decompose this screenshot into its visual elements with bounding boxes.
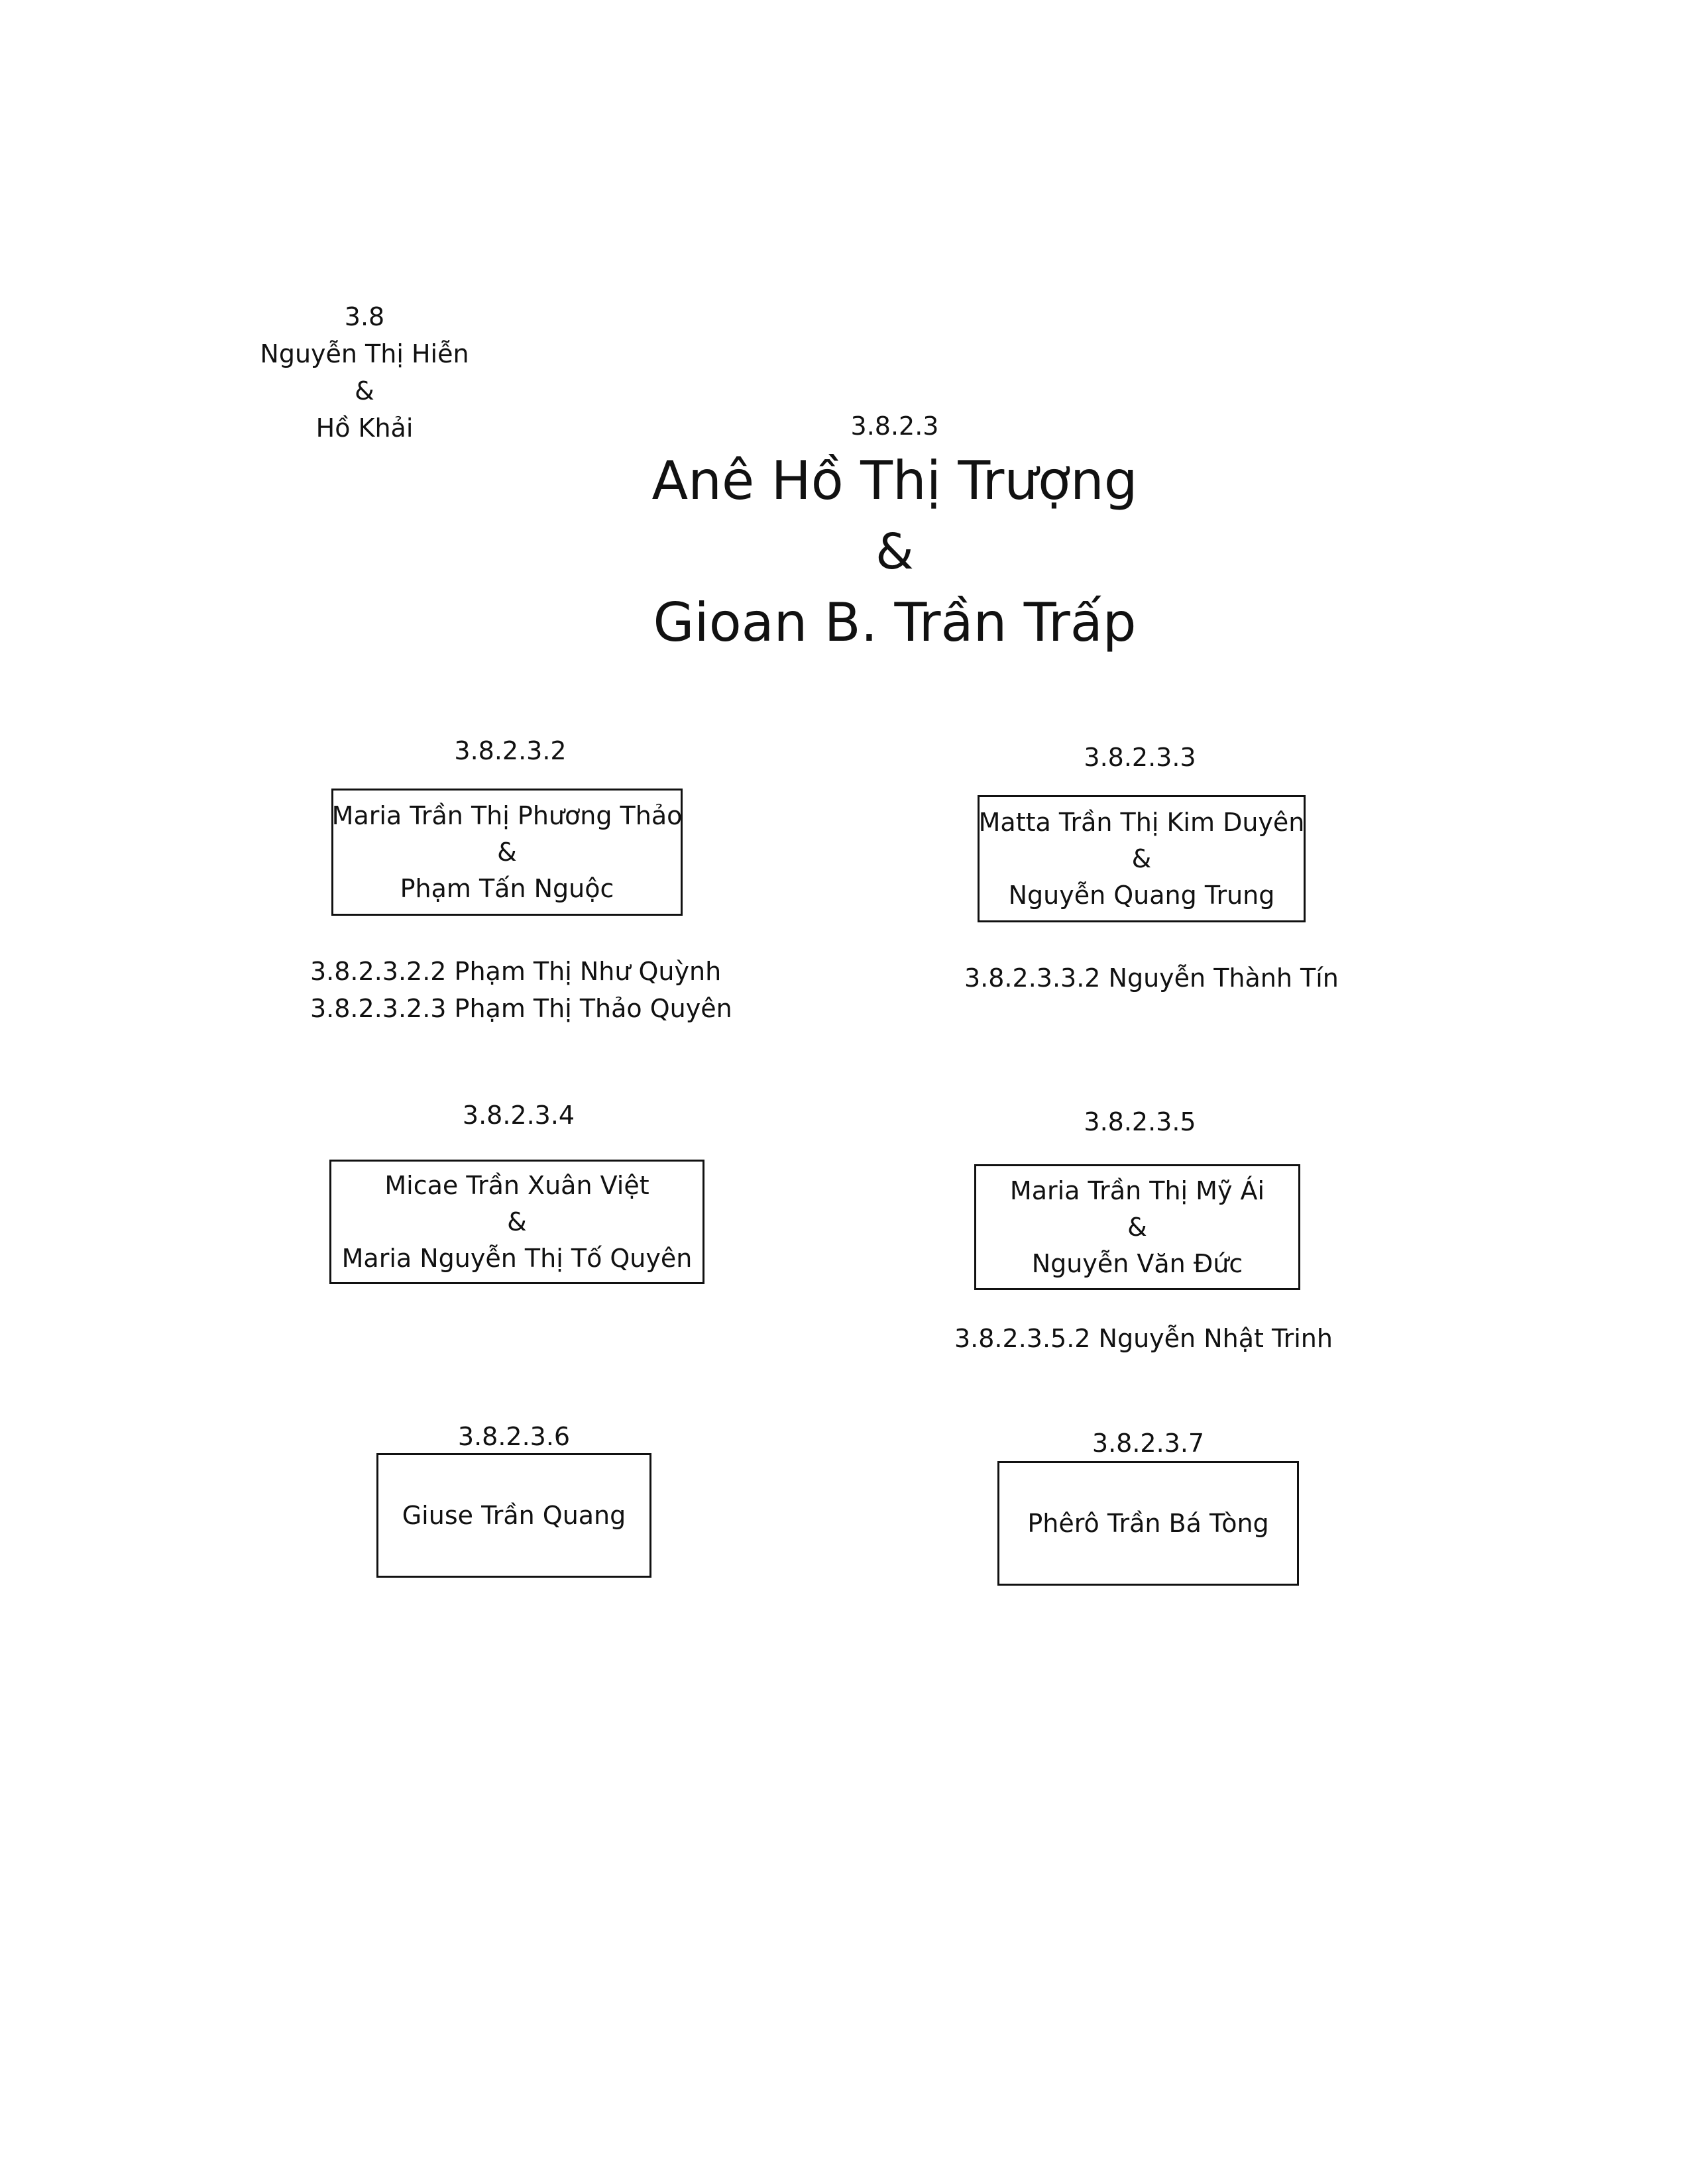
- grandchildren-list: [954, 1320, 1333, 1357]
- parent-name-2: Hồ Khải: [315, 413, 414, 443]
- child-name-1: Phêrô Trần Bá Tòng: [1027, 1508, 1269, 1538]
- child-name-2: Nguyễn Quang Trung: [1008, 880, 1275, 910]
- child-name-1: Maria Trần Thị Phương Thảo: [331, 800, 683, 830]
- child-ampersand: &: [1131, 844, 1152, 873]
- child-name-2: Phạm Tấn Nguộc: [400, 873, 614, 903]
- child-code: 3.8.2.3.3: [1084, 743, 1196, 772]
- parent-ampersand: &: [355, 376, 374, 406]
- child-box: [329, 1160, 704, 1284]
- grandchild-entry: 3.8.2.3.3.2 Nguyễn Thành Tín: [964, 963, 1339, 993]
- parent-name-1: Nguyễn Thị Hiễn: [260, 339, 469, 368]
- child-name-1: Micae Trần Xuân Việt: [384, 1170, 649, 1200]
- child-code: 3.8.2.3.2: [454, 736, 567, 765]
- child-code: 3.8.2.3.5: [1084, 1107, 1196, 1136]
- child-name-2: Maria Nguyễn Thị Tố Quyên: [341, 1243, 693, 1273]
- child-code: 3.8.2.3.7: [1092, 1429, 1205, 1458]
- main-name-1: Anê Hồ Thị Trượng: [651, 450, 1138, 512]
- child-name-1: Maria Trần Thị Mỹ Ái: [1009, 1175, 1265, 1205]
- grandchild-entry: 3.8.2.3.2.2 Phạm Thị Như Quỳnh: [310, 957, 722, 986]
- child-ampersand: &: [507, 1207, 527, 1236]
- child-code: 3.8.2.3.4: [462, 1101, 575, 1130]
- child-name-2: Nguyễn Văn Đức: [1031, 1248, 1243, 1278]
- grandchild-entry: 3.8.2.3.5.2 Nguyễn Nhật Trinh: [954, 1324, 1333, 1353]
- grandchildren-list: [964, 959, 1339, 997]
- child-box: [331, 789, 683, 916]
- child-name-1: Giuse Trần Quang: [402, 1500, 626, 1530]
- child-ampersand: &: [497, 837, 517, 867]
- child-code: 3.8.2.3.6: [457, 1422, 571, 1451]
- main-ampersand: &: [875, 523, 914, 580]
- parent-code: 3.8: [344, 302, 385, 331]
- child-box: [978, 795, 1306, 922]
- parent-couple: [225, 298, 504, 447]
- grandchild-entry: 3.8.2.3.2.3 Phạm Thị Thảo Quyên: [310, 994, 732, 1023]
- main-name-2: Gioan B. Trần Trấp: [653, 592, 1137, 653]
- child-name-1: Matta Trần Thị Kim Duyên: [978, 807, 1305, 837]
- grandchildren-list: [310, 953, 732, 1027]
- main-couple: [563, 408, 1226, 659]
- main-code: 3.8.2.3: [850, 411, 939, 441]
- child-ampersand: &: [1127, 1212, 1147, 1242]
- child-box: [376, 1453, 651, 1578]
- child-box: [974, 1164, 1300, 1290]
- child-box: [997, 1461, 1299, 1586]
